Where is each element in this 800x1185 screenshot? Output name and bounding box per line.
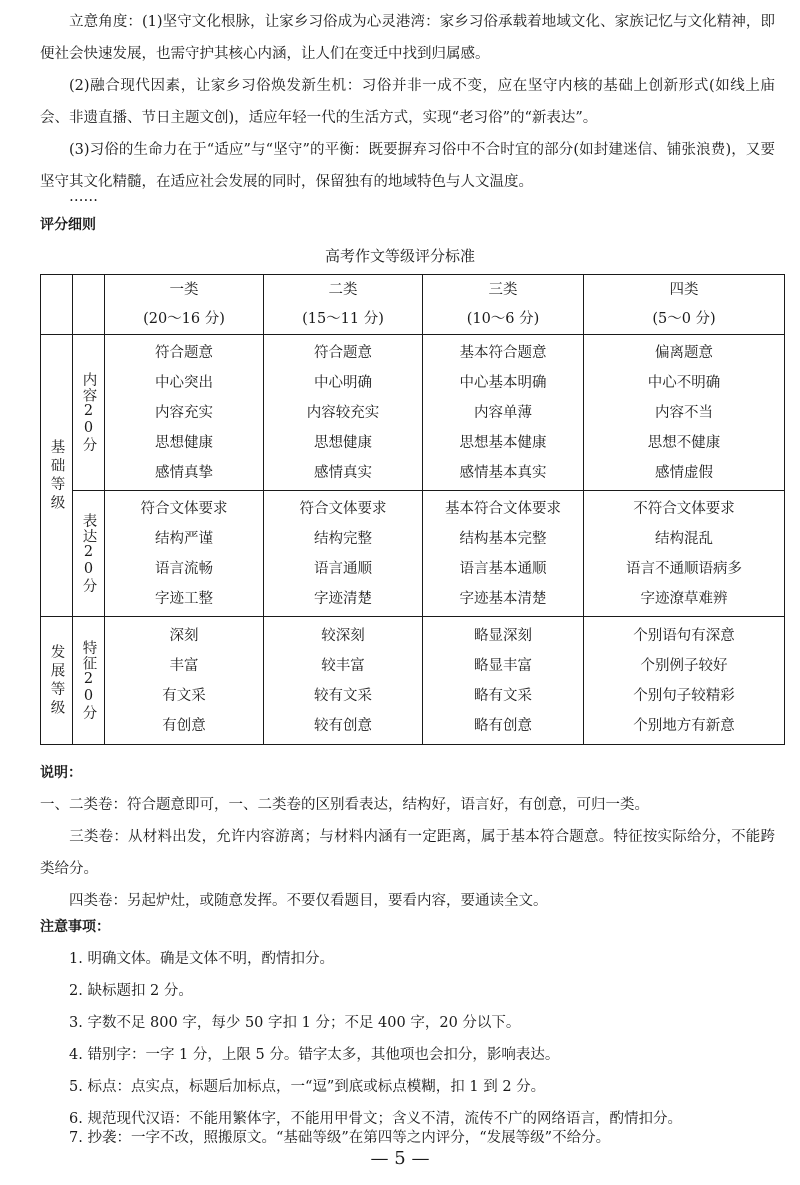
sub-content-label: 内容20分 bbox=[73, 335, 105, 491]
attention-item-2: 2. 缺标题扣 2 分。 bbox=[69, 983, 193, 999]
table-header-row bbox=[41, 275, 785, 335]
attention-item-5: 5. 标点：点实点，标题后加标点，一“逗”到底或标点模糊，扣 1 到 2 分。 bbox=[69, 1079, 546, 1095]
feature-row bbox=[41, 617, 785, 745]
feature-cell-2: 较深刻 较丰富 较有文采 较有创意 bbox=[264, 617, 423, 745]
feature-cell-4: 个别语句有深意 个别例子较好 个别句子较精彩 个别地方有新意 bbox=[584, 617, 785, 745]
attention-heading: 注意事项： bbox=[40, 919, 110, 935]
content-cell-3: 基本符合题意 中心基本明确 内容单薄 思想基本健康 感情基本真实 bbox=[423, 335, 584, 491]
intro-paragraph-3: (3)习俗的生命力在于“适应”与“坚守”的平衡：既要摒弃习俗中不合时宜的部分(如封建迷信、铺张浪费)，又要坚守其文化精髓，在适应社会发展的同时，保留独有的地域特色与人文温度。 bbox=[40, 142, 775, 190]
expression-cell-3: 基本符合文体要求 结构基本完整 语言基本通顺 字迹基本清楚 bbox=[423, 491, 584, 617]
group-basic-label: 基础等级 bbox=[41, 335, 73, 617]
expression-cell-2: 符合文体要求 结构完整 语言通顺 字迹清楚 bbox=[264, 491, 423, 617]
col-header-2: 二类 (15～11 分) bbox=[264, 275, 423, 335]
col-header-3: 三类 (10～6 分) bbox=[423, 275, 584, 335]
notes-heading: 说明： bbox=[40, 765, 82, 781]
note-3: 四类卷：另起炉灶，或随意发挥。不要仅看题目，要看内容，要通读全文。 bbox=[69, 893, 548, 909]
intro-paragraph-1: 立意角度：(1)坚守文化根脉，让家乡习俗成为心灵港湾：家乡习俗承载着地域文化、家族记忆与文化精神，即便社会快速发展，也需守护其核心内涵，让人们在变迁中找到归属感。 bbox=[40, 14, 775, 62]
intro-paragraph-2: (2)融合现代因素，让家乡习俗焕发新生机：习俗并非一成不变，应在坚守内核的基础上创新形式(如线上庙会、非遗直播、节日主题文创)，适应年轻一代的生活方式，实现“老习俗”的“新表达”。 bbox=[40, 78, 775, 126]
header-blank-2 bbox=[73, 275, 105, 335]
attention-item-4: 4. 错别字：一字 1 分，上限 5 分。错字太多，其他项也会扣分，影响表达。 bbox=[69, 1047, 560, 1063]
feature-cell-1: 深刻 丰富 有文采 有创意 bbox=[105, 617, 264, 745]
content-cell-4: 偏离题意 中心不明确 内容不当 思想不健康 感情虚假 bbox=[584, 335, 785, 491]
header-blank-1 bbox=[41, 275, 73, 335]
expression-cell-1: 符合文体要求 结构严谨 语言流畅 字迹工整 bbox=[105, 491, 264, 617]
group-dev-label: 发展等级 bbox=[41, 617, 73, 745]
sub-feature-label: 特征20分 bbox=[73, 617, 105, 745]
table-caption: 高考作文等级评分标准 bbox=[324, 247, 475, 265]
intro-ellipsis: …… bbox=[69, 189, 98, 205]
content-cell-2: 符合题意 中心明确 内容较充实 思想健康 感情真实 bbox=[264, 335, 423, 491]
col-header-4: 四类 (5～0 分) bbox=[584, 275, 785, 335]
content-row bbox=[41, 335, 785, 491]
scoring-table bbox=[40, 274, 785, 745]
scoring-heading: 评分细则 bbox=[40, 217, 96, 233]
feature-cell-3: 略显深刻 略显丰富 略有文采 略有创意 bbox=[423, 617, 584, 745]
content-cell-1: 符合题意 中心突出 内容充实 思想健康 感情真挚 bbox=[105, 335, 264, 491]
expression-row bbox=[41, 491, 785, 617]
attention-item-3: 3. 字数不足 800 字，每少 50 字扣 1 分；不足 400 字，20 分以下。 bbox=[69, 1015, 521, 1031]
col-header-1: 一类 (20～16 分) bbox=[105, 275, 264, 335]
note-1: 一、二类卷：符合题意即可，一、二类卷的区别看表达，结构好，语言好，有创意，可归一类。 bbox=[40, 797, 649, 813]
attention-item-6: 6. 规范现代汉语：不能用繁体字，不能用甲骨文；含义不清，流传不广的网络语言，酌情扣分。 bbox=[69, 1111, 682, 1127]
sub-expression-label: 表达20分 bbox=[73, 491, 105, 617]
expression-cell-4: 不符合文体要求 结构混乱 语言不通顺语病多 字迹潦草难辨 bbox=[584, 491, 785, 617]
page-number: — 5 — bbox=[370, 1148, 430, 1169]
note-2: 三类卷：从材料出发，允许内容游离；与材料内涵有一定距离，属于基本符合题意。特征按实际给分，不能跨类给分。 bbox=[40, 829, 775, 877]
attention-item-7: 7. 抄袭：一字不改，照搬原文。“基础等级”在第四等之内评分，“发展等级”不给分。 bbox=[69, 1130, 611, 1146]
attention-item-1: 1. 明确文体。确是文体不明，酌情扣分。 bbox=[69, 951, 334, 967]
